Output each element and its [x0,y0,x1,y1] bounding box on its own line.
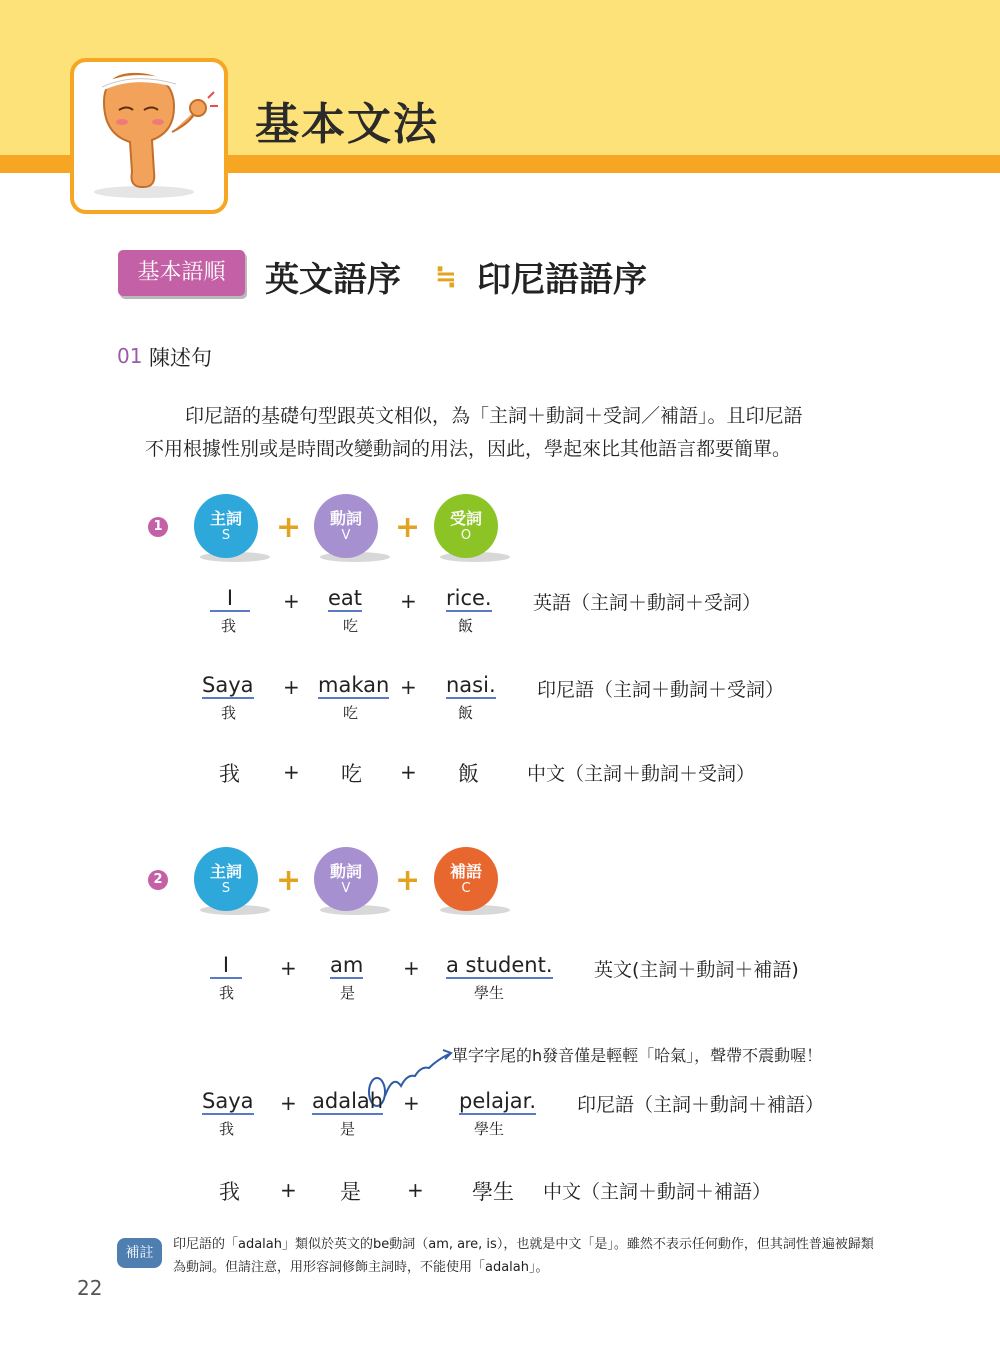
pattern1-badge: 1 [148,517,168,537]
plus-sign: + [400,589,417,613]
plus-sign: + [283,760,300,784]
section-title-indonesian-order: 印尼語語序 [477,260,647,300]
p2-en-note: 英文(主詞＋動詞＋補語) [594,959,799,981]
footnote-line1: 印尼語的「adalah」類似於英文的be動詞（am, are, is），也就是中文「是」。雖然不表示任何動作，但其詞性普遍被歸類 [173,1237,874,1252]
pattern2-badge: 2 [148,870,168,890]
plus-icon: + [395,510,421,545]
p1-id-note: 印尼語（主詞＋動詞＋受詞） [537,679,785,701]
gloss: 是 [340,984,356,1002]
plus-icon: + [276,863,302,898]
plus-sign: + [283,589,300,613]
p2-id-note: 印尼語（主詞＋動詞＋補語） [577,1094,825,1116]
p1-en-verb: eat [328,586,363,610]
p2-zh-verb: 是 [340,1180,361,1204]
pattern1-verb-ball [314,494,378,558]
p1-zh-verb: 吃 [341,762,362,786]
page-title: 基本文法 [255,99,439,150]
plus-sign: + [400,675,417,699]
plus-icon: + [395,863,421,898]
ball-label: 主詞 [209,862,242,881]
ball-letter: V [341,528,351,543]
approx-symbol: ≒ [435,262,457,292]
plus-sign: + [403,956,420,980]
footnote-label: 補註 [117,1238,162,1268]
gloss: 學生 [474,1120,505,1138]
ball-label: 受詞 [449,509,482,528]
gloss: 吃 [343,704,359,722]
p2-en-subject: I [210,953,242,979]
p2-en-verb: am [330,953,364,977]
p1-zh-note: 中文（主詞＋動詞＋受詞） [527,763,756,785]
pattern2-complement-ball [434,847,498,911]
plus-sign: + [280,1178,297,1202]
p1-en-object: rice. [446,586,492,610]
plus-icon: + [276,510,302,545]
gloss: 是 [340,1120,356,1138]
page-number: 22 [77,1276,103,1300]
gloss: 飯 [458,704,474,722]
p2-en-complement: a student. [446,953,553,977]
gloss: 學生 [474,984,505,1002]
p2-id-subject: Saya [202,1089,254,1113]
gloss: 飯 [458,617,474,635]
ball-label: 補語 [449,862,482,881]
mascot-icon [74,62,224,210]
pattern2-verb-ball [314,847,378,911]
p1-zh-object: 飯 [458,762,479,786]
plus-sign: + [283,675,300,699]
gloss: 我 [221,617,237,635]
section-number: 01 [117,344,143,368]
intro-paragraph-line2: 不用根據性別或是時間改變動詞的用法，因此，學起來比其他語言都要簡單。 [145,438,792,460]
ball-letter: S [221,528,231,543]
mascot-illustration [70,58,228,214]
ball-letter: O [460,528,472,543]
gloss: 我 [219,984,235,1002]
section-tag: 基本語順 [118,250,245,296]
plus-sign: + [280,956,297,980]
plus-sign: + [403,1091,420,1115]
ball-label: 動詞 [329,509,362,528]
p1-en-note: 英語（主詞＋動詞＋受詞） [533,592,762,614]
plus-sign: + [407,1178,424,1202]
pattern1-subject-ball [194,494,258,558]
plus-sign: + [280,1091,297,1115]
p2-zh-note: 中文（主詞＋動詞＋補語） [543,1181,772,1203]
gloss: 吃 [343,617,359,635]
p2-id-complement: pelajar. [459,1089,537,1113]
intro-paragraph-line1: 印尼語的基礎句型跟英文相似，為「主詞＋動詞＋受詞／補語」。且印尼語 [185,405,803,427]
plus-sign: + [400,760,417,784]
p1-id-verb: makan [318,673,390,697]
footnote-line2: 為動詞。但請注意，用形容詞修飾主詞時，不能使用「adalah」。 [173,1260,549,1275]
gloss: 我 [221,704,237,722]
p1-en-subject: I [210,586,250,612]
pattern1-object-ball [434,494,498,558]
section-title-english-order: 英文語序 [265,260,401,300]
pattern2-subject-ball [194,847,258,911]
ball-letter: C [461,881,471,896]
p2-zh-subject: 我 [219,1180,240,1204]
ball-label: 動詞 [329,862,362,881]
p2-zh-complement: 學生 [472,1180,514,1204]
p1-id-object: nasi. [446,673,496,697]
section-label: 陳述句 [149,346,212,370]
p2-id-verb: adalah [312,1089,384,1113]
p1-id-subject: Saya [202,673,254,697]
ball-label: 主詞 [209,509,242,528]
gloss: 我 [219,1120,235,1138]
pronunciation-handnote: 單字字尾的h發音僅是輕輕「哈氣」，聲帶不震動喔！ [452,1046,823,1065]
ball-letter: S [221,881,231,896]
p1-zh-subject: 我 [219,762,240,786]
ball-letter: V [341,881,351,896]
